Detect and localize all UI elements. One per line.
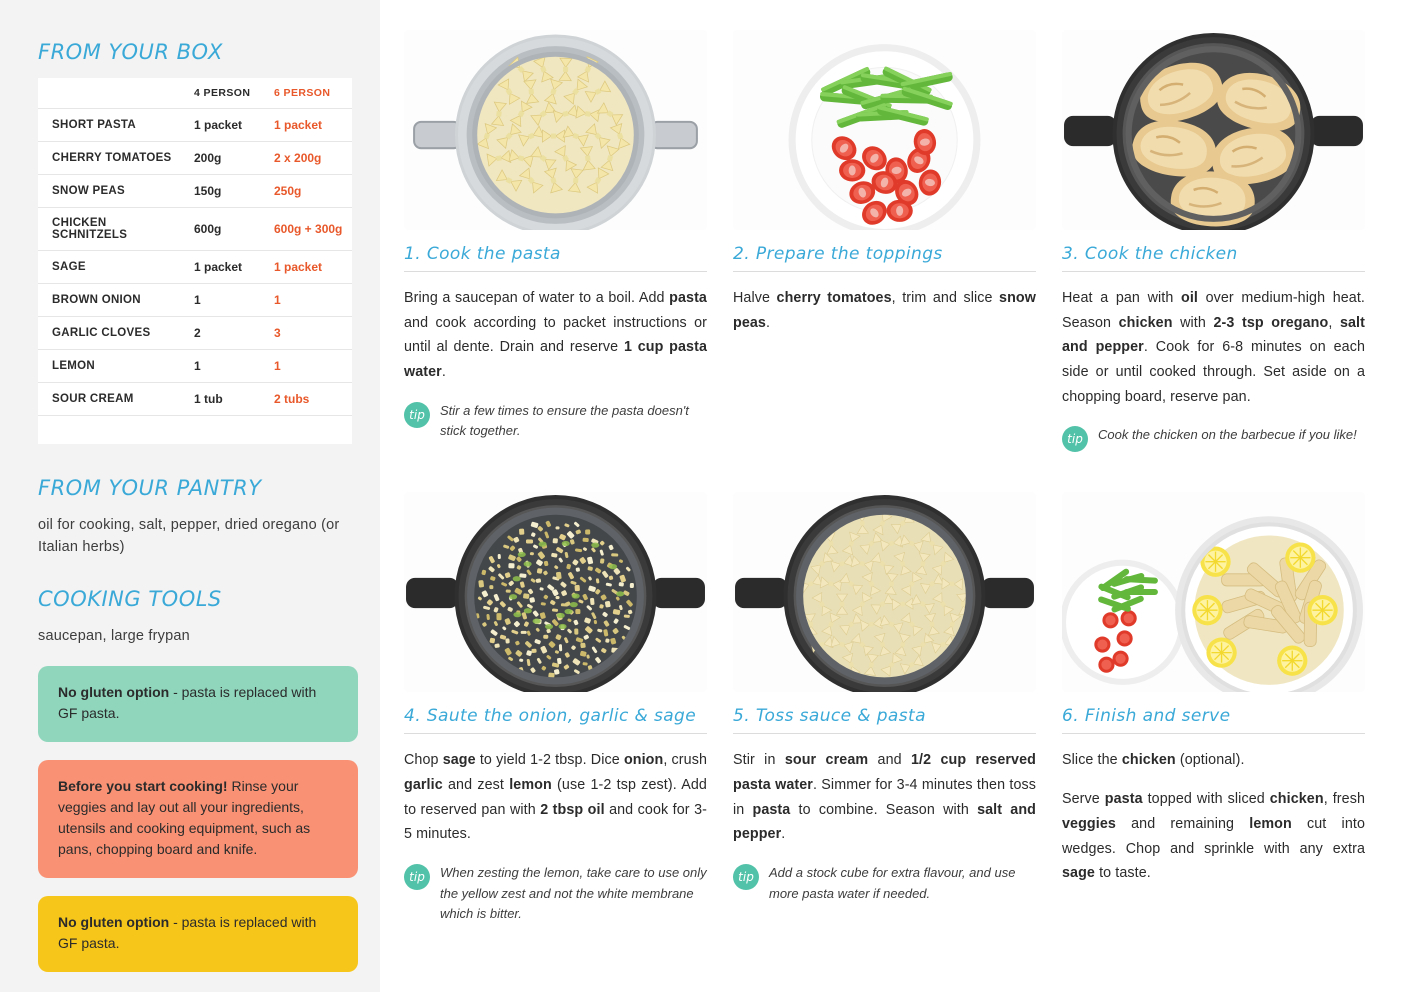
ingredient-name: SOUR CREAM xyxy=(38,383,180,416)
highlight-term: oil xyxy=(1181,290,1198,307)
recipe-step xyxy=(733,492,1036,925)
highlight-term: pasta xyxy=(1104,791,1143,808)
callout-box xyxy=(38,760,358,878)
highlight-term: lemon xyxy=(509,777,552,794)
instruction-text: over medium-high heat. Season xyxy=(1062,290,1366,331)
instruction-text: (optional). xyxy=(1175,752,1245,769)
ingredient-qty-6: 2 x 200g xyxy=(260,142,352,175)
recipe-step xyxy=(733,30,1036,452)
highlight-term: 2-3 tsp oregano xyxy=(1213,314,1329,331)
ingredient-qty-6: 1 packet xyxy=(260,251,352,284)
ingredient-qty-4: 200g xyxy=(180,142,260,175)
instruction-text: and zest xyxy=(442,777,510,794)
recipe-step xyxy=(404,492,707,925)
recipe-step xyxy=(1062,30,1365,452)
instruction-text: and xyxy=(868,752,911,769)
instruction-text: , fresh xyxy=(1323,791,1366,808)
highlight-term: onion xyxy=(623,752,664,769)
instruction-text: Stir in xyxy=(733,752,785,769)
step-photo xyxy=(733,30,1036,230)
step-tip xyxy=(1062,425,1365,452)
step-tip xyxy=(404,863,707,925)
ingredients-table xyxy=(38,78,352,444)
ingredient-qty-4: 150g xyxy=(180,175,260,208)
highlight-term: sage xyxy=(442,752,476,769)
step-title: 4. Saute the onion, garlic & sage xyxy=(404,706,697,727)
table-row xyxy=(38,317,352,350)
step-photo xyxy=(1062,492,1365,692)
instruction-text: to combine. Season with xyxy=(790,801,978,818)
col-header-6-person: 6 PERSON xyxy=(260,78,352,109)
instruction-text: (use 1-2 tsp zest). Add to reserved pan with xyxy=(404,777,707,818)
callout-text: - pasta is replaced with GF pasta. xyxy=(58,913,317,951)
cooking-tools-text: saucepan, large frypan xyxy=(38,628,190,645)
highlight-term: sage xyxy=(1062,865,1095,882)
highlight-term: lemon xyxy=(1249,815,1292,832)
callout-box xyxy=(38,666,358,742)
ingredient-name: SNOW PEAS xyxy=(38,175,180,208)
ingredient-name: GARLIC CLOVES xyxy=(38,317,180,350)
ingredient-qty-4: 1 xyxy=(180,350,260,383)
step-tip xyxy=(404,401,707,443)
ingredient-qty-6: 3 xyxy=(260,317,352,350)
step-divider xyxy=(404,271,707,272)
highlight-term: pasta xyxy=(669,290,707,307)
ingredient-name: SHORT PASTA xyxy=(38,109,180,142)
table-row xyxy=(38,383,352,416)
highlight-term: snow peas xyxy=(733,290,1036,331)
instruction-text: Chop xyxy=(404,752,443,769)
step-title: 6. Finish and serve xyxy=(1062,706,1231,727)
from-your-pantry-title: FROM YOUR PANTRY xyxy=(38,475,262,500)
tip-badge-icon: tip xyxy=(733,864,759,890)
ingredient-name: CHICKEN SCHNITZELS xyxy=(38,208,180,251)
instruction-text: . Cook for 6-8 minutes on each side or until cooked through. Set aside on a chopping board, reserve pan. xyxy=(1062,339,1365,405)
instruction-text: with xyxy=(1172,314,1214,331)
ingredient-qty-4: 600g xyxy=(180,208,260,251)
ingredient-qty-6: 1 xyxy=(260,284,352,317)
step-instructions xyxy=(733,748,1036,846)
ingredient-qty-6: 1 xyxy=(260,350,352,383)
instruction-text: . xyxy=(766,314,771,331)
step-divider xyxy=(733,271,1036,272)
steps-area xyxy=(380,0,1403,992)
callout-title: No gluten option xyxy=(58,913,170,930)
instruction-text: . xyxy=(781,826,786,843)
instruction-text: . xyxy=(441,364,446,381)
highlight-term: chicken xyxy=(1269,791,1324,808)
table-row xyxy=(38,175,352,208)
from-your-box-title: FROM YOUR BOX xyxy=(38,40,223,64)
instruction-text: and cook according to packet instructions or until al dente. Drain and reserve xyxy=(404,314,707,356)
instruction-text: , trim and slice xyxy=(891,290,1000,307)
ingredient-qty-4: 1 packet xyxy=(180,251,260,284)
callout-box xyxy=(38,896,358,972)
ingredient-name: BROWN ONION xyxy=(38,284,180,317)
instruction-text: and remaining xyxy=(1115,815,1250,832)
callout-title: Before you start cooking! xyxy=(58,777,228,794)
highlight-term: salt and pepper xyxy=(733,801,1036,843)
highlight-term: salt and pepper xyxy=(1062,314,1365,356)
pantry-text: oil for cooking, salt, pepper, dried oregano (or Italian herbs) xyxy=(38,517,340,556)
ingredient-qty-4: 1 xyxy=(180,284,260,317)
table-row xyxy=(38,251,352,284)
instruction-text: topped with sliced xyxy=(1142,791,1270,808)
highlight-term: garlic xyxy=(404,777,443,794)
step-instructions xyxy=(1062,787,1365,885)
recipe-step xyxy=(1062,492,1365,925)
step-title: 2. Prepare the toppings xyxy=(733,244,943,264)
step-title: 1. Cook the pasta xyxy=(404,244,561,264)
col-header-ingredient xyxy=(38,78,180,109)
step-instructions xyxy=(1062,748,1365,773)
ingredient-qty-4: 1 tub xyxy=(180,383,260,416)
step-divider xyxy=(404,733,707,734)
tip-text: Stir a few times to ensure the pasta doesn't stick together. xyxy=(440,402,689,439)
instruction-text: to yield 1-2 tbsp. Dice xyxy=(475,752,624,769)
step-instructions xyxy=(1062,286,1365,409)
instruction-text: , xyxy=(1328,314,1340,331)
step-divider xyxy=(1062,271,1365,272)
highlight-term: 2 tbsp oil xyxy=(540,801,605,818)
instruction-text: . Simmer for 3-4 minutes then toss in xyxy=(733,777,1036,818)
spacer-cell xyxy=(180,416,260,444)
step-divider xyxy=(733,733,1036,734)
ingredient-name: LEMON xyxy=(38,350,180,383)
instruction-text: Halve xyxy=(733,290,777,307)
spacer-cell xyxy=(260,416,352,444)
step-photo xyxy=(1062,30,1365,230)
step-title: 5. Toss sauce & pasta xyxy=(733,706,926,727)
highlight-term: veggies xyxy=(1062,815,1116,832)
cooking-tools-title: COOKING TOOLS xyxy=(38,586,222,611)
table-row xyxy=(38,109,352,142)
callout-title: No gluten option xyxy=(58,683,170,700)
instruction-text: Bring a saucepan of water to a boil. Add xyxy=(404,290,670,307)
step-divider xyxy=(1062,733,1365,734)
instruction-text: cut into wedges. Chop and sprinkle with any extra xyxy=(1062,815,1365,857)
table-row xyxy=(38,350,352,383)
table-row xyxy=(38,284,352,317)
table-row xyxy=(38,142,352,175)
steps-grid xyxy=(404,30,1365,925)
step-instructions xyxy=(733,286,1036,335)
ingredients-table-head xyxy=(38,78,352,109)
tip-text: When zesting the lemon, take care to use only the yellow zest and not the white membrane which is bitter. xyxy=(440,864,707,922)
step-title: 3. Cook the chicken xyxy=(1062,244,1238,264)
highlight-term: chicken xyxy=(1118,314,1173,331)
ingredient-qty-6: 2 tubs xyxy=(260,383,352,416)
sidebar xyxy=(0,0,380,992)
ingredient-qty-6: 1 packet xyxy=(260,109,352,142)
col-header-4-person: 4 PERSON xyxy=(180,78,260,109)
ingredient-name: CHERRY TOMATOES xyxy=(38,142,180,175)
instruction-text: Heat a pan with xyxy=(1062,290,1181,307)
ingredient-qty-4: 2 xyxy=(180,317,260,350)
table-row xyxy=(38,208,352,251)
instruction-text: Serve xyxy=(1062,791,1105,808)
table-header-row xyxy=(38,78,352,109)
tip-badge-icon: tip xyxy=(404,864,430,890)
highlight-term: pasta xyxy=(752,801,791,818)
tip-text: Cook the chicken on the barbecue if you like! xyxy=(1098,427,1357,443)
table-spacer-row xyxy=(38,416,352,444)
step-tip xyxy=(733,863,1036,905)
ingredient-qty-4: 1 packet xyxy=(180,109,260,142)
tip-text: Add a stock cube for extra flavour, and use more pasta water if needed. xyxy=(769,864,1016,901)
instruction-text: to taste. xyxy=(1095,865,1151,882)
callout-text: - pasta is replaced with GF pasta. xyxy=(58,683,317,721)
highlight-term: cherry tomatoes xyxy=(776,290,892,307)
tip-badge-icon: tip xyxy=(1062,426,1088,452)
ingredients-table-body xyxy=(38,109,352,444)
callout-list xyxy=(38,666,356,972)
instruction-text: Slice the xyxy=(1062,752,1122,769)
highlight-term: chicken xyxy=(1121,752,1176,769)
ingredient-name: SAGE xyxy=(38,251,180,284)
step-instructions xyxy=(404,748,707,846)
step-instructions xyxy=(404,286,707,384)
instruction-text: , crush xyxy=(663,752,707,769)
step-photo xyxy=(404,492,707,692)
recipe-step xyxy=(404,30,707,452)
highlight-term: 1 cup pasta water xyxy=(404,339,707,381)
instruction-text: and cook for 3-5 minutes. xyxy=(404,801,707,843)
spacer-cell xyxy=(38,416,180,444)
ingredient-qty-6: 250g xyxy=(260,175,352,208)
step-photo xyxy=(733,492,1036,692)
callout-text: Rinse your veggies and lay out all your ingredients, utensils and cooking equipment, such as pans, chopping board and knife. xyxy=(58,777,311,857)
ingredient-qty-6: 600g + 300g xyxy=(260,208,352,251)
step-photo xyxy=(404,30,707,230)
highlight-term: 1/2 cup reserved pasta water xyxy=(733,752,1036,794)
tip-badge-icon: tip xyxy=(404,402,430,428)
highlight-term: sour cream xyxy=(784,752,869,769)
